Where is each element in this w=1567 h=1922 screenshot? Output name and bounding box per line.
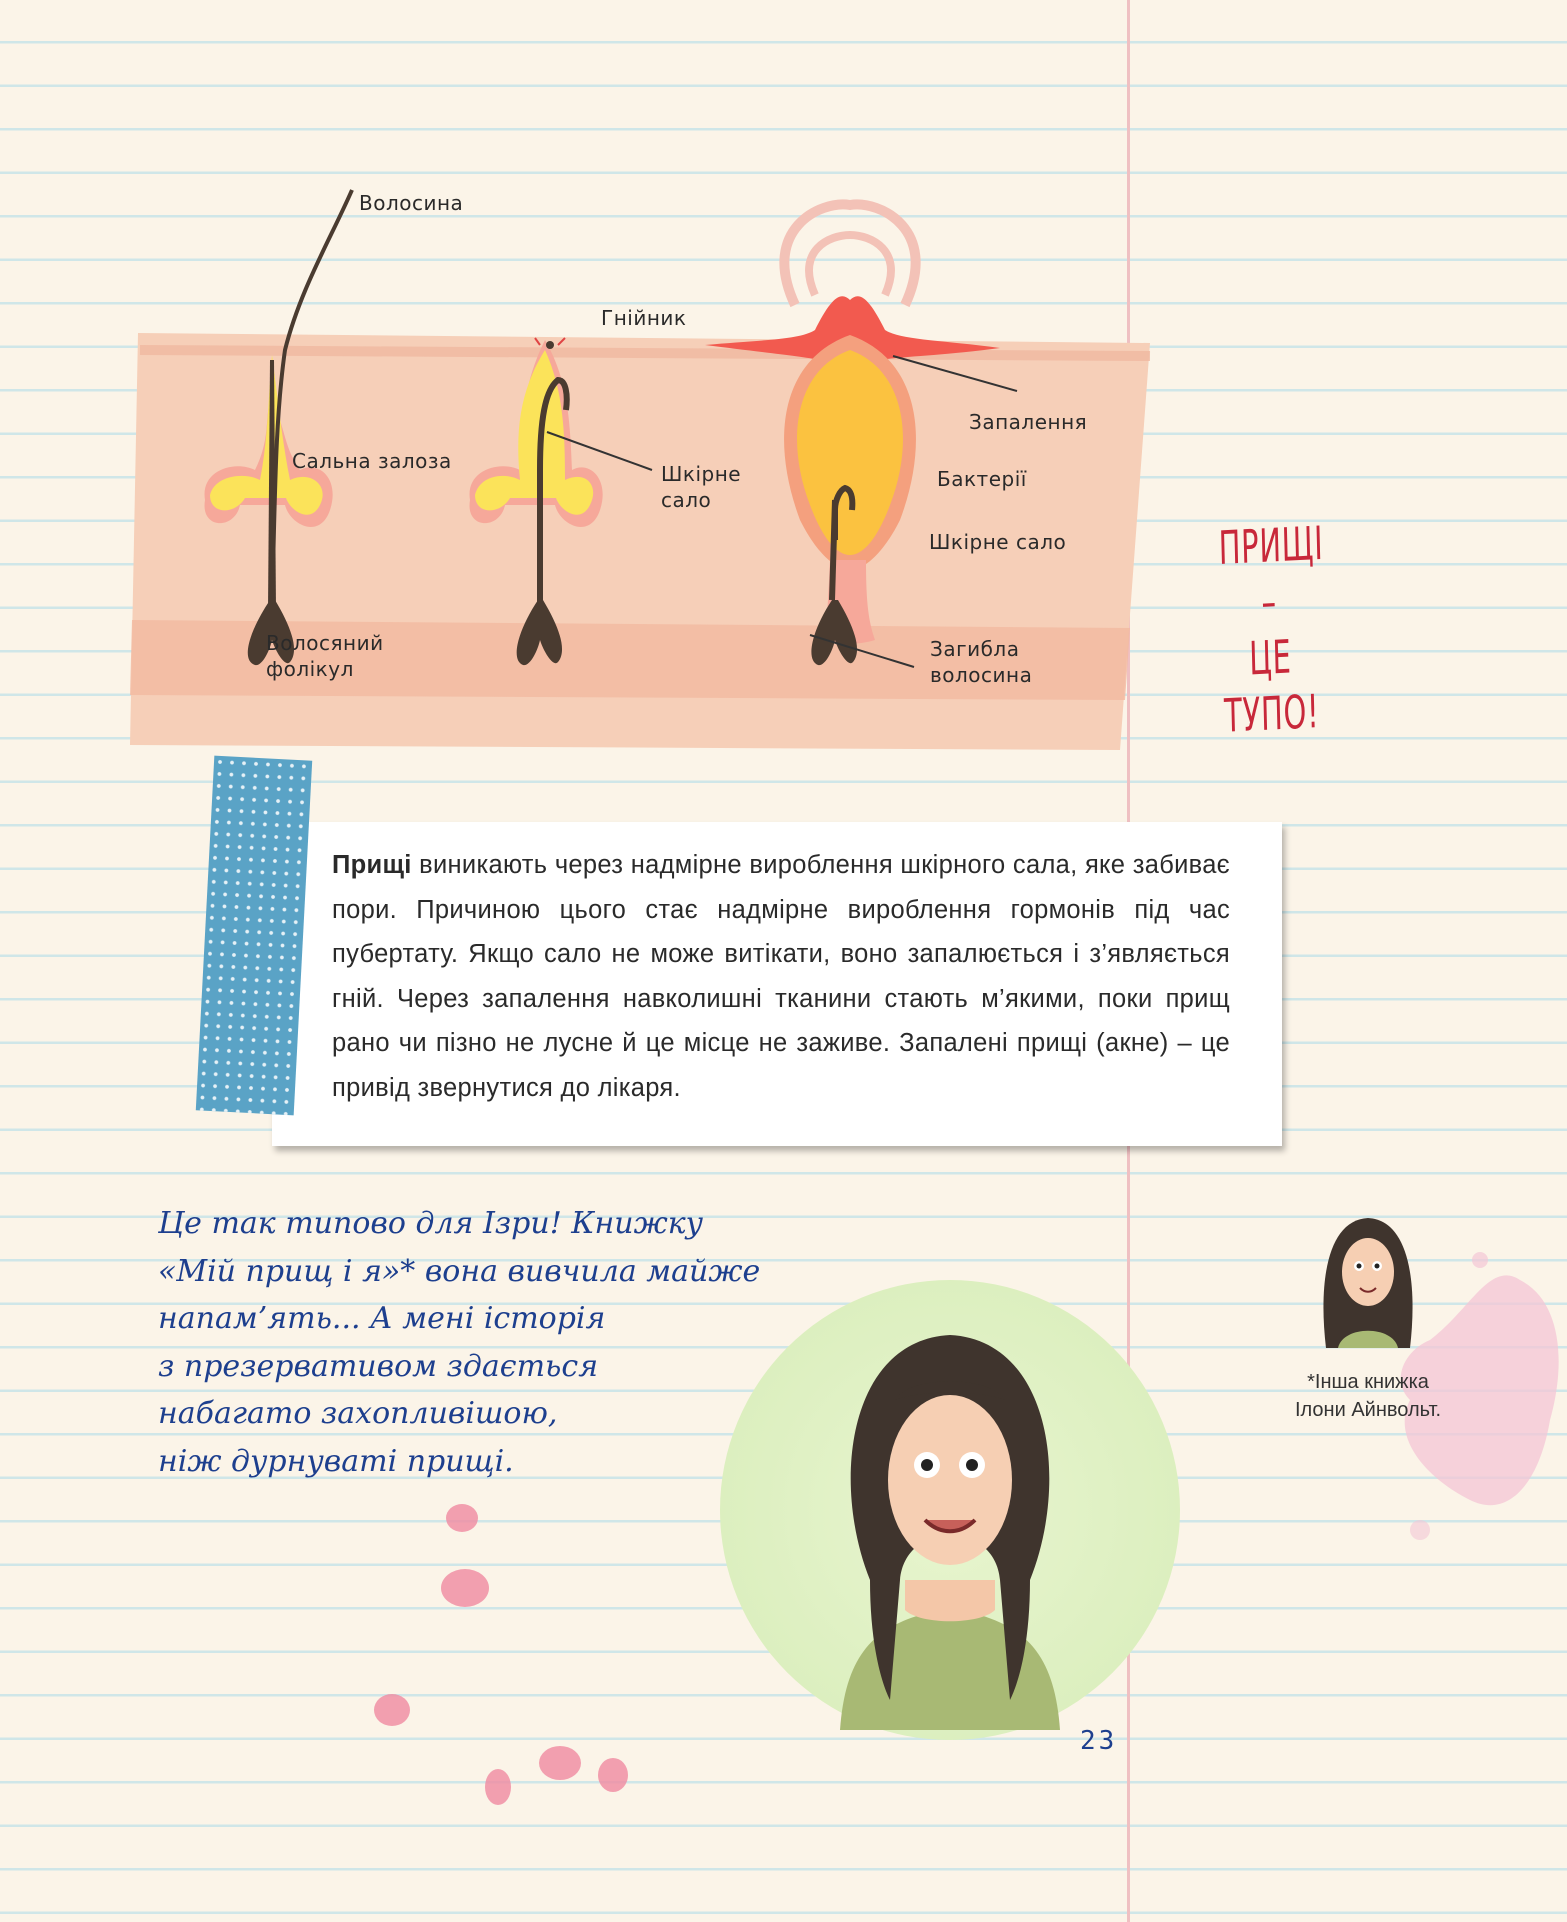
card-body: виникають через надмірне вироблення шкірного сала, яке забиває пори. Причиною цього стає надмірне вироблення гормонів під час пубертату. Якщо сало не може витікати, воно запалюється і з’являється гній. Через запалення навколишні тканини стають м’якими, поки прищ рано чи пізно не лусне й це місце не заживе. Запалені прищі (акне) – це привід звернутися до лікаря. <box>332 851 1230 1102</box>
page-number: 23 <box>1080 1726 1118 1756</box>
label-sebum-right: Шкірне сало <box>929 530 1067 554</box>
handwritten-line: набагато захопливішою, <box>158 1396 558 1431</box>
label-hair: Волосина <box>359 191 464 215</box>
info-card-text <box>332 843 1230 1110</box>
girl-illustration <box>680 1280 1220 1740</box>
washi-tape <box>196 756 312 1116</box>
irritation-arc <box>784 204 915 305</box>
handwritten-note <box>158 1200 761 1485</box>
footnote-line-1: *Інша книжка <box>1307 1371 1429 1393</box>
label-pustule: Гнійник <box>601 306 687 330</box>
label-ingrown-hair: Загибла волосина <box>930 637 1033 687</box>
skin-surface-line <box>140 350 1150 356</box>
handwritten-line: з презервативом здається <box>158 1348 599 1384</box>
handwritten-line: Це так типово для Ізри! Книжку <box>158 1206 704 1241</box>
side-note-line-2: ЦЕ ТУПО! <box>1223 629 1320 743</box>
bold-term: Прищі <box>332 851 412 879</box>
footnote <box>1268 1368 1468 1424</box>
label-sebum-left: Шкірне сало <box>661 462 742 512</box>
label-bacteria: Бактерії <box>937 467 1027 491</box>
side-note-line-1: ПРИЩІ – <box>1218 515 1324 629</box>
decorative-pink-dots <box>360 1490 650 1820</box>
label-sebaceous-gland: Сальна залоза <box>292 449 452 473</box>
handwritten-line: ніж дурнуваті прищі. <box>158 1443 514 1479</box>
handwritten-line: напам’ять... А мені історія <box>158 1301 606 1336</box>
footnote-line-2: Ілони Айнвольт. <box>1294 1399 1441 1421</box>
label-hair-follicle: Волосяний фолікул <box>266 631 384 681</box>
side-note <box>1218 515 1324 744</box>
label-inflammation: Запалення <box>969 410 1088 434</box>
handwritten-line: «Мій прищ і я»* вона вивчила майже <box>158 1253 761 1289</box>
skin-diagram <box>0 0 1567 800</box>
